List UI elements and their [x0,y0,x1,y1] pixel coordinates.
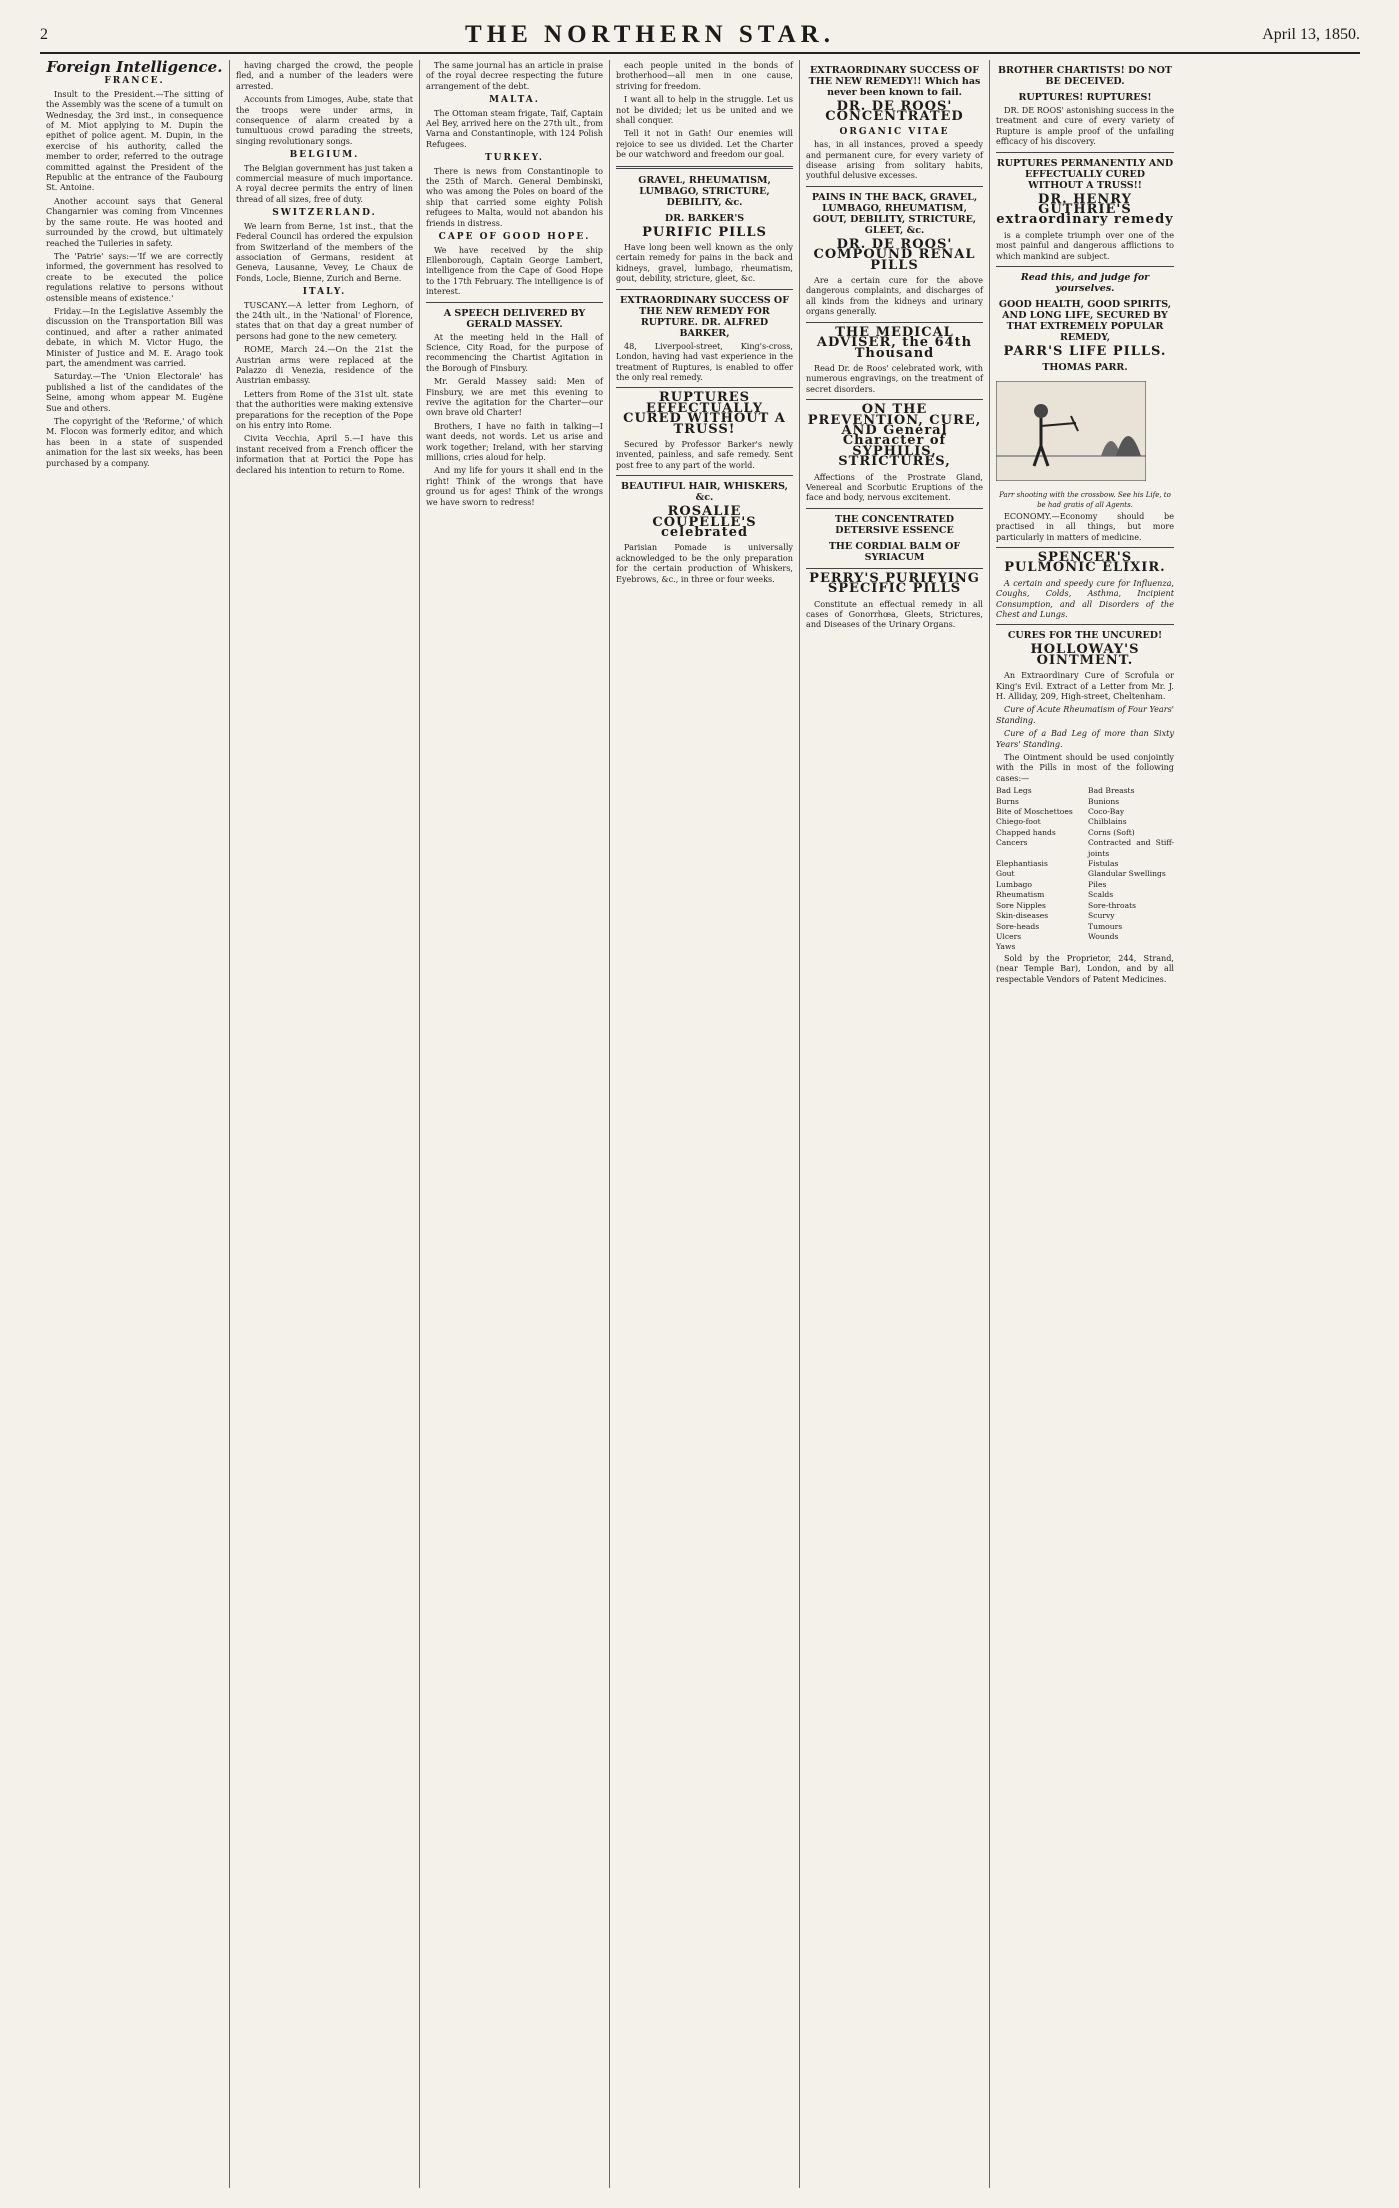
ailment-item: Bite of Moschettoes [996,807,1073,817]
column-4 [610,60,800,2188]
article-paragraph: I want all to help in the struggle. Let us not be divided; let us be united and we shall conquer. [616,94,793,126]
heading-switzerland: SWITZERLAND. [272,208,377,219]
newspaper-title: THE NORTHERN STAR. [465,21,835,48]
ailment-item: Corns (Soft) [1088,827,1135,837]
article-paragraph: We have received by the ship Ellenborough, Captain George Lambert, intelligence from the Cape of Good Hope to the 17th February. The intelligence is of interest. [426,244,603,297]
article-paragraph: The Ottoman steam frigate, Taif, Captain Ael Bey, arrived here on the 27th ult., from Varna and Constantinople, with 124 Polish Refugees. [426,107,603,149]
divider [806,508,983,509]
column-6 [990,60,1180,2188]
article-paragraph: ROME, March 24.—On the 21st the Austrian arms were replaced at the Palazzo di Venezia, residence of the Austrian embassy. [236,344,413,386]
page-number: 2 [40,26,48,43]
columns [40,60,1360,2188]
column-1 [40,60,230,2188]
article-paragraph: Letters from Rome of the 31st ult. state that the authorities were making extensive preparations for the reception of the Pope on his entry into Rome. [236,388,413,430]
ailment-item: Wounds [1088,931,1119,941]
article-paragraph: Friday.—In the Legislative Assembly the discussion on the Transportation Bill was continued, and after a rather animated debate, in which M. Victor Hugo, the Minister of Justice and M. E. Arago took part, the amendment was carried. [46,305,223,368]
divider [426,302,603,303]
ailment-item: Scalds [1088,890,1114,900]
ad-heading: GOOD HEALTH, GOOD SPIRITS, AND LONG LIFE, SECURED BY THAT EXTREMELY POPULAR REMEDY, [998,299,1172,344]
masthead [40,18,1360,54]
heading-belgium: BELGIUM. [289,150,360,161]
ad-paragraph: has, in all instances, proved a speedy and permanent cure, for every variety of disease arising from solitary habits, youthful delusive excesses. [806,139,983,181]
ailment-item: Coco-Bay [1088,807,1125,817]
divider [806,186,983,187]
article-paragraph: Brothers, I have no faith in talking—I want deeds, not words. Let us arise and work together; Ireland, with her starving millions, cries aloud for help. [426,420,603,462]
column-2 [230,60,420,2188]
ailment-item: Sore-heads [996,921,1040,931]
ad-heading: CURES FOR THE UNCURED! [1007,630,1163,642]
ad-heading: THOMAS PARR. [1042,362,1128,374]
ad-paragraph: Constitute an effectual remedy in all cases of Gonorrhœa, Gleets, Strictures, and Diseases of the Urinary Organs. [806,598,983,630]
divider [996,152,1174,153]
ailment-item: Bunions [1088,796,1120,806]
ad-paragraph: Are a certain cure for the above dangerous complaints, and discharges of all kinds from the kidneys and urinary organs generally. [806,275,983,317]
ad-heading: EXTRAORDINARY SUCCESS OF THE NEW REMEDY FOR RUPTURE. DR. ALFRED BARKER, [620,294,789,339]
ad-heading: RUPTURES! RUPTURES! [1018,92,1152,103]
speech-title: A SPEECH DELIVERED BY GERALD MASSEY. [443,307,586,330]
engraving-caption: Parr shooting with the crossbow. See his Life, to be had gratis of all Agents. [999,490,1171,510]
divider [806,568,983,569]
ailment-item: Glandular Swellings [1088,869,1166,879]
article-paragraph: Another account says that General Changarnier was coming from Vincennes by the same route. He was hooted and surrounded by the crowd, but ultimately reached the Tuileries in safety. [46,195,223,248]
issue-date: April 13, 1850. [1262,26,1360,43]
ailment-item: Burns [996,796,1019,806]
ad-heading: THE CORDIAL BALM OF SYRIACUM [828,540,961,563]
ad-paragraph: Cure of Acute Rheumatism of Four Years' Standing. [996,704,1174,725]
article-paragraph: Insult to the President.—The sitting of the Assembly was the scene of a tumult on Wednesday, the 3rd inst., in consequence of M. Miot applying to M. Dupin the epithet of police agent. M. Dupin, in the exercise of his authority, called the member to order, referred to the outrage committed against the President of the Republic at the entrance of the Faubourg St. Antoine. [46,88,223,193]
ad-paragraph: Cure of a Bad Leg of more than Sixty Years' Standing. [996,728,1174,749]
parr-engraving [996,381,1146,481]
ad-paragraph: Read Dr. de Roos' celebrated work, with numerous engravings, on the treatment of secret disorders. [806,362,983,394]
ad-heading: BEAUTIFUL HAIR, WHISKERS, &c. [621,481,788,504]
ailment-item: Yaws [996,942,1016,952]
ad-title: SPENCER'S PULMONIC ELIXIR. [1004,549,1166,576]
ailment-item: Lumbago [996,879,1032,889]
ailment-item: Bad Legs [996,786,1032,796]
article-paragraph: There is news from Constantinople to the 25th of March. General Dembinski, who was among the Poles on board of the ship that carried some eighty Polish refugees to Malta, would not abandon his friends in distress. [426,165,603,228]
ad-paragraph: Affections of the Prostrate Gland, Venereal and Scorbutic Eruptions of the face and body, nervous excitement. [806,471,983,503]
heading-cape: CAPE OF GOOD HOPE. [438,232,591,243]
ailment-item: Cancers [996,838,1028,848]
ad-title: DR. DE ROOS' CONCENTRATED [825,99,964,125]
article-paragraph: Civita Vecchia, April 5.—I have this instant received from a French officer the information that at Portici the Pope has declared his intention to return to Rome. [236,433,413,475]
article-paragraph: Tell it not in Gath! Our enemies will rejoice to see us divided. Let the Charter be our watchword and freedom our goal. [616,128,793,160]
ad-paragraph: A certain and speedy cure for Influenza, Coughs, Colds, Asthma, Incipient Consumption, and all Disorders of the Chest and Lungs. [996,577,1174,619]
ailment-item: Chiego-foot [996,817,1041,827]
article-paragraph: TUSCANY.—A letter from Leghorn, of the 24th ult., in the 'National' of Florence, states that on that day a great number of persons had gone to the new cemetery. [236,299,413,341]
ailment-item: Scurvy [1088,911,1115,921]
column-3 [420,60,610,2188]
article-paragraph: The Belgian government has just taken a commercial measure of much importance. A royal decree permits the entry of linen thread of all sizes, free of duty. [236,162,413,204]
newspaper-page [40,18,1360,2188]
ad-heading: DR. BARKER'S [664,212,745,224]
ad-title: THE MEDICAL ADVISER, the 64th Thousand [816,324,973,361]
article-paragraph: Mr. Gerald Massey said: Men of Finsbury, we are met this evening to revive the agitation for the Charter—our own brave old Charter! [426,376,603,418]
ad-title: HOLLOWAY'S OINTMENT. [1030,642,1140,668]
ad-paragraph: is a complete triumph over one of the most painful and dangerous afflictions to which mankind are subject. [996,229,1174,261]
ailment-item: Piles [1088,879,1107,889]
ad-title: RUPTURES EFFECTUALLY CURED WITHOUT A TRUSS! [623,390,786,437]
ad-heading: RUPTURES PERMANENTLY AND EFFECTUALLY CURED WITHOUT A TRUSS!! [996,157,1174,191]
ailment-item: Elephantiasis [996,859,1048,869]
divider [806,399,983,400]
ad-title: DR. HENRY GUTHRIE'S extraordinary remedy [996,191,1174,228]
article-paragraph: The same journal has an article in praise of the royal decree respecting the future arrangement of the debt. [426,60,603,91]
ad-paragraph: Sold by the Proprietor, 244, Strand, (near Temple Bar), London, and by all respectable Vendors of Patent Medicines. [996,952,1174,984]
ailments-list [996,786,1174,953]
ad-title: DR. DE ROOS' COMPOUND RENAL PILLS [813,236,976,273]
ad-paragraph: 48, Liverpool-street, King's-cross, London, having had vast experience in the treatment of Ruptures, is enabled to offer the only real remedy. [616,340,793,382]
article-paragraph: each people united in the bonds of brotherhood—all men in one cause, striving for freedom. [616,60,793,91]
ad-title: ON THE PREVENTION, CURE, AND General Character of SYPHILIS, STRICTURES, [807,402,982,470]
divider [616,289,793,290]
ad-paragraph: Secured by Professor Barker's newly invented, painless, and safe remedy. Sent post free to any part of the world. [616,438,793,470]
ad-paragraph: DR. DE ROOS' astonishing success in the treatment and cure of every variety of Rupture is ample proof of the unfailing efficacy of his discovery. [996,105,1174,147]
ad-paragraph: The Ointment should be used conjointly with the Pills in most of the following cases:— [996,752,1174,783]
ad-heading: GRAVEL, RHEUMATISM, LUMBAGO, STRICTURE, DEBILITY, &c. [638,174,771,208]
article-paragraph: The 'Patrie' says:—'If we are correctly informed, the government has resolved to create to be executed the police regulations relative to persons without ostensible means of existence.' [46,250,223,303]
ad-heading: BROTHER CHARTISTS! DO NOT BE DECEIVED. [998,65,1172,87]
ailment-item: Sore-throats [1088,900,1137,910]
ailment-item: Fistulas [1088,859,1119,869]
ailment-item: Chilblains [1088,817,1127,827]
ailment-item: Bad Breasts [1088,786,1135,796]
ad-title: PARR'S LIFE PILLS. [1003,344,1167,360]
ailment-item: Ulcers [996,931,1022,941]
article-paragraph: And my life for yours it shall end in the right! Think of the wrongs that have ground us for ages! Think of the wrongs we have sworn to redress! [426,465,603,507]
ailment-item: Contracted and Stiff-joints [1088,838,1174,858]
heading-france: FRANCE. [104,76,165,87]
ad-paragraph: ECONOMY.—Economy should be practised in all things, but more particularly in matters of medicine. [996,510,1174,542]
article-paragraph: Accounts from Limoges, Aube, state that the troops were under arms, in consequence of alarm created by a tumultuous crowd parading the streets, singing revolutionary songs. [236,94,413,146]
ad-heading: PAINS IN THE BACK, GRAVEL, LUMBAGO, RHEUMATISM, GOUT, DEBILITY, STRICTURE, GLEET, &c. [811,191,978,236]
ad-subtitle: ORGANIC VITAE [839,126,950,137]
ailment-item: Sore Nipples [996,900,1046,910]
article-paragraph: having charged the crowd, the people fled, and a number of the leaders were arrested. [236,60,413,91]
article-paragraph: The copyright of the 'Reforme,' of which M. Flocon was formerly editor, and which has been in a state of suspended animation for the last six weeks, has been purchased by a company. [46,416,223,468]
divider [996,547,1174,548]
ad-paragraph: Have long been well known as the only certain remedy for pains in the back and kidneys, gravel, lumbago, rheumatism, gout, debility, stricture, gleet, &c. [616,242,793,284]
divider [616,387,793,388]
ailment-item: Rheumatism [996,890,1045,900]
heading-malta: MALTA. [489,95,540,106]
ailment-item: Chapped hands [996,827,1056,837]
section-title: Foreign Intelligence. [46,60,223,76]
heading-italy: ITALY. [302,287,347,298]
divider [616,475,793,476]
ad-title: PERRY'S PURIFYING SPECIFIC PILLS [809,570,980,597]
ailment-item: Tumours [1088,921,1123,931]
ad-heading: EXTRAORDINARY SUCCESS OF THE NEW REMEDY!! Which has never been known to fail. [808,65,981,98]
ad-heading: THE CONCENTRATED DETERSIVE ESSENCE [835,513,954,536]
ad-title: ROSALIE COUPELLE'S celebrated [652,504,757,540]
article-paragraph: We learn from Berne, 1st inst., that the Federal Council has ordered the expulsion from Switzerland of the members of the association of Germans, resident at Geneva, Lausanne, Vevey, Le Chaux de Fonds, Locle, Bienne, Zurich and Berne. [236,220,413,283]
article-paragraph: Saturday.—The 'Union Electorale' has published a list of the candidates of the Seine, among whom appear M. Eugène Sue and others. [46,371,223,413]
ad-heading: Read this, and judge for yourselves. [1020,272,1150,295]
ad-paragraph: An Extraordinary Cure of Scrofula or King's Evil. Extract of a Letter from Mr. J. H. Alliday, 209, High-street, Cheltenham. [996,670,1174,701]
divider [616,166,793,169]
heading-turkey: TURKEY. [484,153,545,164]
ad-title: PURIFIC PILLS [642,224,767,240]
ailment-item: Gout [996,869,1015,879]
divider [996,266,1174,267]
divider [806,322,983,323]
divider [996,624,1174,625]
column-5 [800,60,990,2188]
ailment-item: Skin-diseases [996,911,1049,921]
article-paragraph: At the meeting held in the Hall of Science, City Road, for the purpose of recommencing the Chartist Agitation in the Borough of Finsbury. [426,331,603,373]
ad-paragraph: Parisian Pomade is universally acknowledged to be the only preparation for the certain production of Whiskers, Eyebrows, &c., in three or four weeks. [616,542,793,584]
